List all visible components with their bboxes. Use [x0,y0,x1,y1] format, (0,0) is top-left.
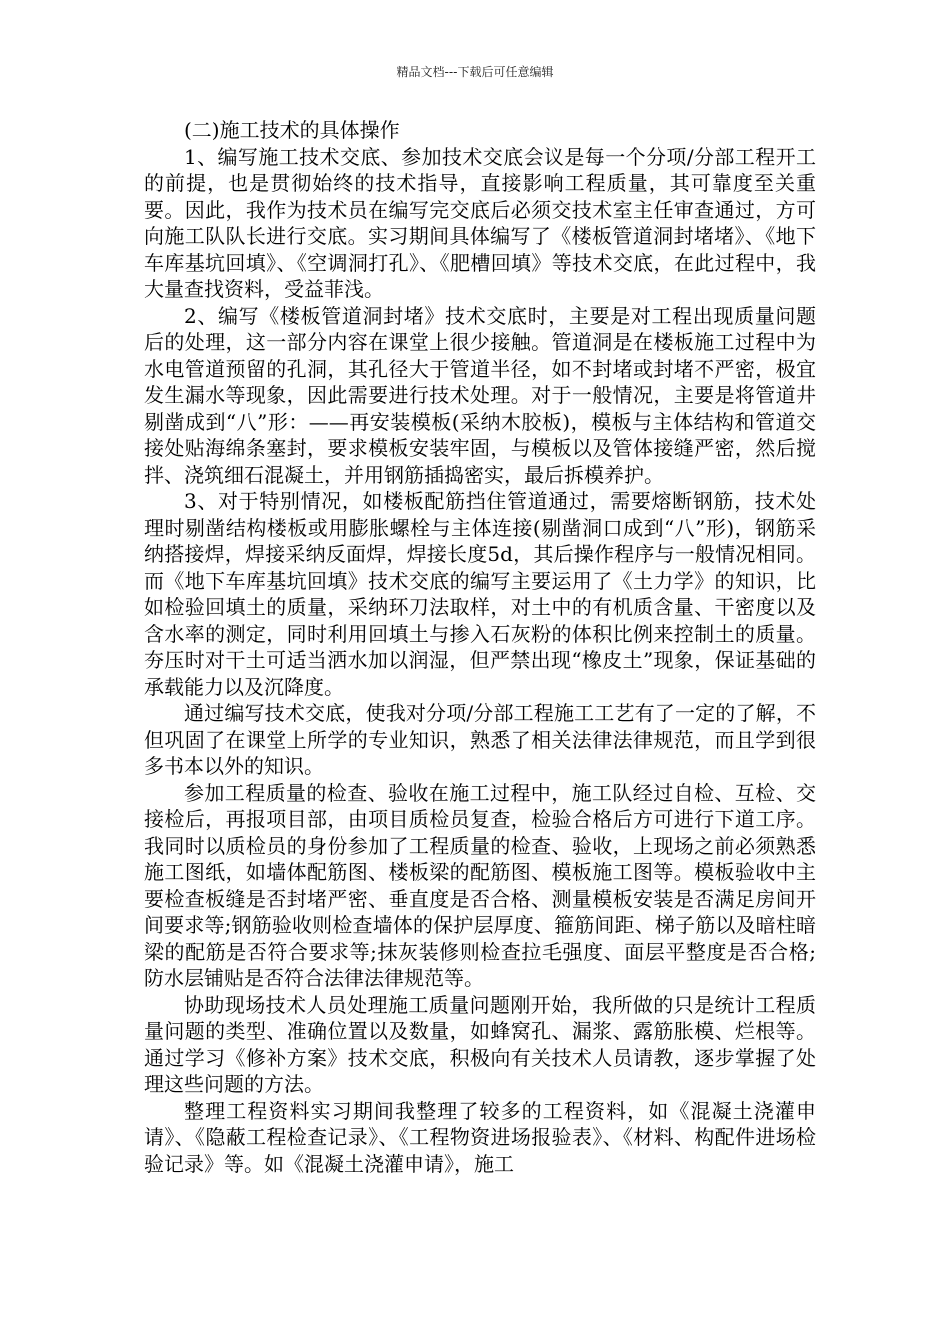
paragraph: 3、对于特别情况，如楼板配筋挡住管道通过，需要熔断钢筋，技术处理时剔凿结构楼板或用膨胀螺栓与主体连接(剔凿洞口成到“八”形)，钢筋采纳搭接焊，焊接采纳反面焊，焊接长度5d，其后操作程序与一般情况相同。而《地下车库基坑回填》技术交底的编写主要运用了《土力学》的知识，比如检验回填土的质量，采纳环刀法取样，对土中的有机质含量、干密度以及含水率的测定，同时利用回填土与掺入石灰粉的体积比例来控制土的质量。夯压时对干土可适当洒水加以润湿，但严禁出现“橡皮土”现象，保证基础的承载能力以及沉降度。 [144,489,816,699]
paragraph: 协助现场技术人员处理施工质量问题刚开始，我所做的只是统计工程质量问题的类型、准确位置以及数量，如蜂窝孔、漏浆、露筋胀模、烂根等。通过学习《修补方案》技术交底，积极向有关技术人员请教，逐步掌握了处理这些问题的方法。 [144,992,816,1096]
paragraph: 2、编写《楼板管道洞封堵》技术交底时，主要是对工程出现质量问题后的处理，这一部分内容在课堂上很少接触。管道洞是在楼板施工过程中为水电管道预留的孔洞，其孔径大于管道半径，如不封堵或封堵不严密，极宜发生漏水等现象，因此需要进行技术处理。对于一般情况，主要是将管道井剔凿成到“八”形：——再安装模板(采纳木胶板)，模板与主体结构和管道交接处贴海绵条塞封，要求模板安装牢固，与模板以及管体接缝严密，然后搅拌、浇筑细石混凝土，并用钢筋插捣密实，最后拆模养护。 [144,303,816,487]
paragraph: 参加工程质量的检查、验收在施工过程中，施工队经过自检、互检、交接检后，再报项目部，由项目质检员复查，检验合格后方可进行下道工序。我同时以质检员的身份参加了工程质量的检查、验收，上现场之前必须熟悉施工图纸，如墙体配筋图、楼板梁的配筋图、模板施工图等。模板验收中主要检查板缝是否封堵严密、垂直度是否合格、测量模板安装是否满足房间开间要求等;钢筋验收则检查墙体的保护层厚度、箍筋间距、梯子筋以及暗柱暗梁的配筋是否符合要求等;抹灰装修则检查拉毛强度、面层平整度是否合格;防水层铺贴是否符合法律法律规范等。 [144,780,816,990]
page-header: 精品文档---下载后可任意编辑 [396,65,554,79]
section-heading: (二)施工技术的具体操作 [184,118,400,142]
paragraph: 1、编写施工技术交底、参加技术交底会议是每一个分项/分部工程开工的前提，也是贯彻始终的技术指导，直接影响工程质量，其可靠度至关重要。因此，我作为技术员在编写完交底后必须交技术室主任审查通过，方可向施工队队长进行交底。实习期间具体编写了《楼板管道洞封堵堵》、《地下车库基坑回填》、《空调洞打孔》、《肥槽回填》等技术交底，在此过程中，我大量查找资料，受益菲浅。 [144,144,816,301]
paragraph: 整理工程资料实习期间我整理了较多的工程资料，如《混凝土浇灌申请》、《隐蔽工程检查记录》、《工程物资进场报验表》、《材料、构配件进场检验记录》等。如《混凝土浇灌申请》，施工 [144,1098,816,1176]
paragraph: 通过编写技术交底，使我对分项/分部工程施工工艺有了一定的了解，不但巩固了在课堂上所学的专业知识，熟悉了相关法律法律规范，而且学到很多书本以外的知识。 [144,701,816,778]
document-body [144,117,816,1177]
